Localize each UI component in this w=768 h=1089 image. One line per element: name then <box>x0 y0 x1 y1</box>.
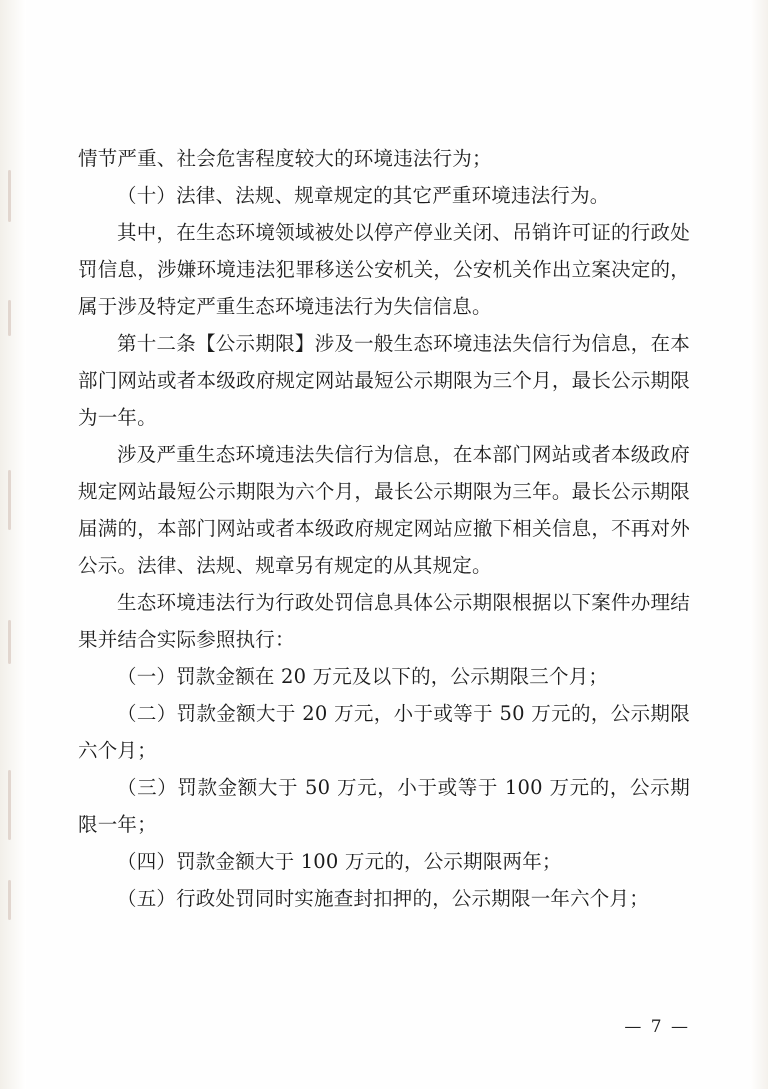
list-item-5: （五）行政处罚同时实施查封扣押的，公示期限一年六个月； <box>117 887 649 910</box>
paragraph-3: 其中，在生态环境领域被处以停产停业关闭、吊销许可证的行政处罚信息，涉嫌环境违法犯罪移送公安机关，公安机关作出立案决定的，属于涉及特定严重生态环境违法行为失信信息。 <box>78 221 690 318</box>
list-item-1: （一）罚款金额在 20 万元及以下的，公示期限三个月； <box>117 665 609 688</box>
paragraph-2: （十）法律、法规、规章规定的其它严重环境违法行为。 <box>117 184 610 207</box>
list-item-2: （二）罚款金额大于 20 万元，小于或等于 50 万元的，公示期限六个月； <box>78 702 690 762</box>
page-number: — 7 — <box>624 1017 690 1037</box>
paragraph-1: 情节严重、社会危害程度较大的环境违法行为； <box>78 147 492 170</box>
scan-edge-marks <box>8 0 22 1089</box>
list-item-3: （三）罚款金额大于 50 万元，小于或等于 100 万元的，公示期限一年； <box>78 776 690 836</box>
paragraph-4-article-12: 第十二条【公示期限】涉及一般生态环境违法失信行为信息，在本部门网站或者本级政府规定网站最短公示期限为三个月，最长公示期限为一年。 <box>78 332 690 429</box>
paragraph-5: 涉及严重生态环境违法失信行为信息，在本部门网站或者本级政府规定网站最短公示期限为六个月，最长公示期限为三年。最长公示期限届满的，本部门网站或者本级政府规定网站应撤下相关信息，不再对外公示。法律、法规、规章另有规定的从其规定。 <box>78 443 690 577</box>
list-item-4: （四）罚款金额大于 100 万元的，公示期限两年； <box>117 850 562 873</box>
paragraph-6: 生态环境违法行为行政处罚信息具体公示期限根据以下案件办理结果并结合实际参照执行： <box>78 591 690 651</box>
document-body <box>78 140 690 917</box>
